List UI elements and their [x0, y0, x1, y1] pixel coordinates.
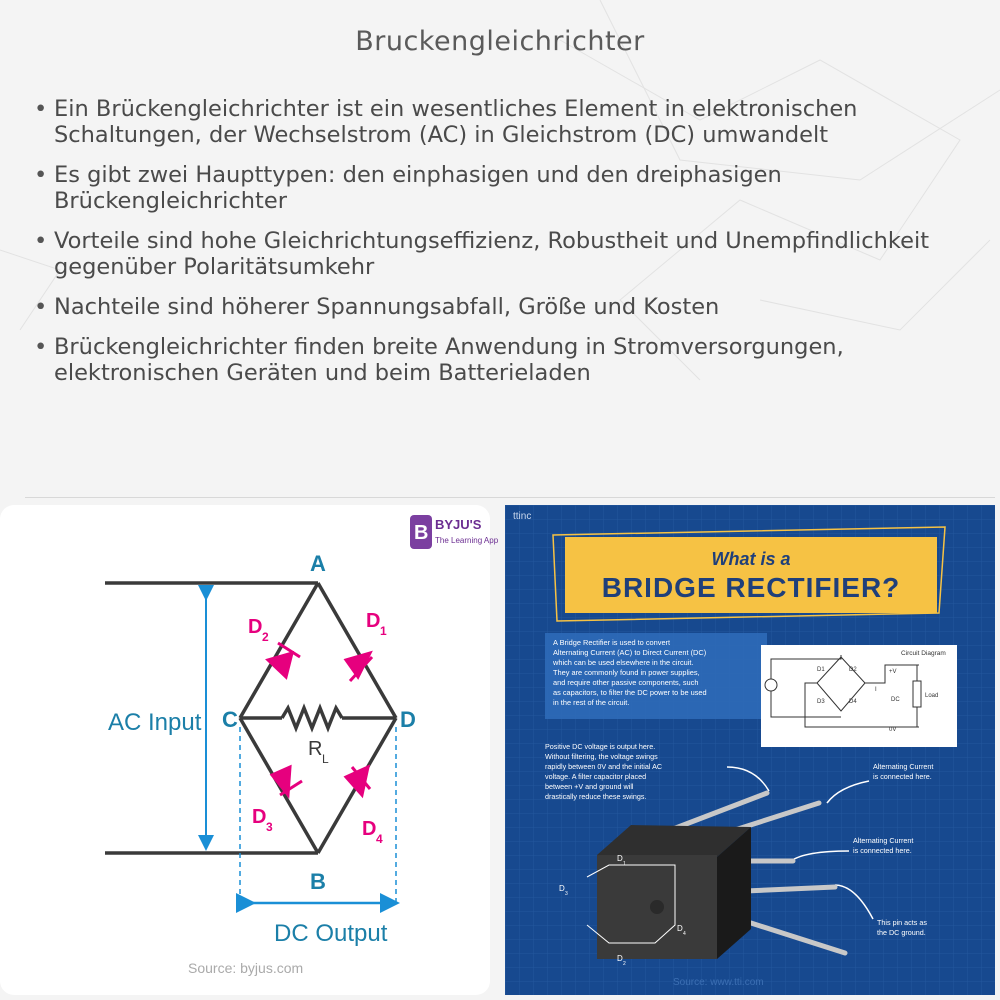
svg-text:3: 3 [565, 891, 568, 897]
svg-text:DC: DC [891, 697, 900, 703]
diode-d3 [272, 767, 302, 795]
watermark-top: ttinc [513, 511, 532, 522]
logo-main: BYJU'S [435, 517, 482, 532]
bullet-list [32, 96, 982, 400]
svg-text:I: I [875, 687, 877, 693]
bullet-item: • Nachteile sind höherer Spannungsabfall, Größe und Kosten [32, 294, 982, 320]
positive-note [545, 742, 662, 801]
title-banner [553, 527, 945, 621]
svg-text:Positive DC voltage is output: Positive DC voltage is output here. [545, 742, 656, 751]
svg-text:D4: D4 [849, 699, 857, 705]
intro-text [552, 638, 707, 707]
svg-text:rapidly between 0V and the ini: rapidly between 0V and the initial AC [545, 762, 663, 771]
svg-text:D: D [617, 954, 623, 963]
svg-text:2: 2 [623, 961, 626, 967]
ground-note [877, 918, 927, 937]
bullet-item: • Brückengleichrichter finden breite Anwendung in Stromversorgungen, elektronischen Geräten und beim Batterieladen [32, 334, 982, 386]
svg-text:D: D [559, 884, 565, 893]
source-label: Source: www.tti.com [673, 977, 764, 988]
svg-text:Load: Load [925, 693, 939, 699]
bullet-item: • Es gibt zwei Haupttypen: den einphasigen und den dreiphasigen Brückengleichrichter [32, 162, 982, 214]
node-b-label: B [310, 869, 326, 894]
svg-text:D3: D3 [817, 699, 825, 705]
banner-big: BRIDGE RECTIFIER? [601, 572, 901, 603]
svg-text:Alternating Current: Alternating Current [873, 762, 934, 771]
d4-label: D [362, 818, 377, 840]
d3-sub: 3 [266, 820, 273, 834]
node-d-label: D [400, 707, 416, 732]
circuit-diagram [761, 645, 957, 747]
svg-text:A Bridge Rectifier is used to: A Bridge Rectifier is used to convert [553, 638, 671, 647]
source-label: Source: byjus.com [188, 960, 304, 976]
node-c-label: C [222, 707, 238, 732]
svg-text:D: D [677, 924, 683, 933]
byjus-logo [410, 515, 499, 549]
svg-text:+V: +V [889, 669, 897, 675]
svg-text:They are commonly found in pow: They are commonly found in power supplies, [553, 668, 700, 677]
bullet-item: • Vorteile sind hohe Gleichrichtungseffizienz, Robustheit und Unempfindlichkeit gegenüber Polaritätsumkehr [32, 228, 982, 280]
node-a-label: A [310, 551, 326, 576]
banner-small: What is a [711, 549, 791, 569]
svg-text:4: 4 [683, 931, 686, 937]
svg-text:and require other passive comp: and require other passive components, such [553, 678, 699, 687]
svg-text:is connected here.: is connected here. [873, 772, 932, 781]
ac-note-2 [853, 836, 913, 855]
diode-d4 [346, 767, 370, 795]
svg-text:the DC ground.: the DC ground. [877, 928, 926, 937]
svg-text:is connected here.: is connected here. [853, 846, 912, 855]
svg-text:drastically reduce these swing: drastically reduce these swings. [545, 792, 647, 801]
infographic-svg [505, 505, 995, 995]
diode-d2 [268, 643, 300, 677]
svg-text:in the rest of the circuit.: in the rest of the circuit. [553, 698, 630, 707]
rl-label: R [308, 738, 323, 760]
d2-sub: 2 [262, 630, 269, 644]
svg-text:as capacitors, to filter the D: as capacitors, to filter the DC power to be used [553, 688, 707, 697]
svg-text:D1: D1 [817, 667, 825, 673]
logo-sub: The Learning App [435, 536, 499, 545]
page-title: Bruckengleichrichter [355, 26, 645, 57]
svg-text:Circuit Diagram: Circuit Diagram [901, 650, 946, 657]
ac-note-1 [873, 762, 933, 781]
svg-text:between +V and ground will: between +V and ground will [545, 782, 634, 791]
d1-sub: 1 [380, 624, 387, 638]
d2-label: D [248, 616, 263, 638]
svg-text:B: B [414, 522, 429, 544]
svg-text:Alternating Current: Alternating Current [853, 836, 914, 845]
svg-text:1: 1 [623, 861, 626, 867]
svg-text:Alternating Current (AC) to Di: Alternating Current (AC) to Direct Current (DC) [553, 648, 707, 657]
d4-sub: 4 [376, 832, 383, 846]
dc-output-label: DC Output [274, 920, 388, 947]
svg-text:D: D [617, 854, 623, 863]
svg-text:D2: D2 [849, 667, 857, 673]
d1-label: D [366, 610, 381, 632]
svg-text:which can be used elsewhere in: which can be used elsewhere in the circuit. [553, 658, 694, 667]
schematic-svg [0, 505, 499, 995]
svg-text:This pin acts as: This pin acts as [877, 918, 927, 927]
svg-text:Without filtering, the voltage: Without filtering, the voltage swings [545, 752, 658, 761]
bridge-rectifier-schematic-image [0, 505, 499, 995]
divider [25, 497, 995, 498]
ac-input-label: AC Input [108, 709, 202, 736]
d3-label: D [252, 806, 267, 828]
bridge-rectifier-infographic-image [505, 505, 995, 995]
bullet-item: • Ein Brückengleichrichter ist ein wesentliches Element in elektronischen Schaltungen, der Wechselstrom (AC) in Gleichstrom (DC) umwandelt [32, 96, 982, 148]
svg-text:voltage. A filter capacitor pl: voltage. A filter capacitor placed [545, 772, 647, 781]
svg-text:0V: 0V [889, 727, 897, 733]
rl-sub: L [322, 752, 329, 766]
